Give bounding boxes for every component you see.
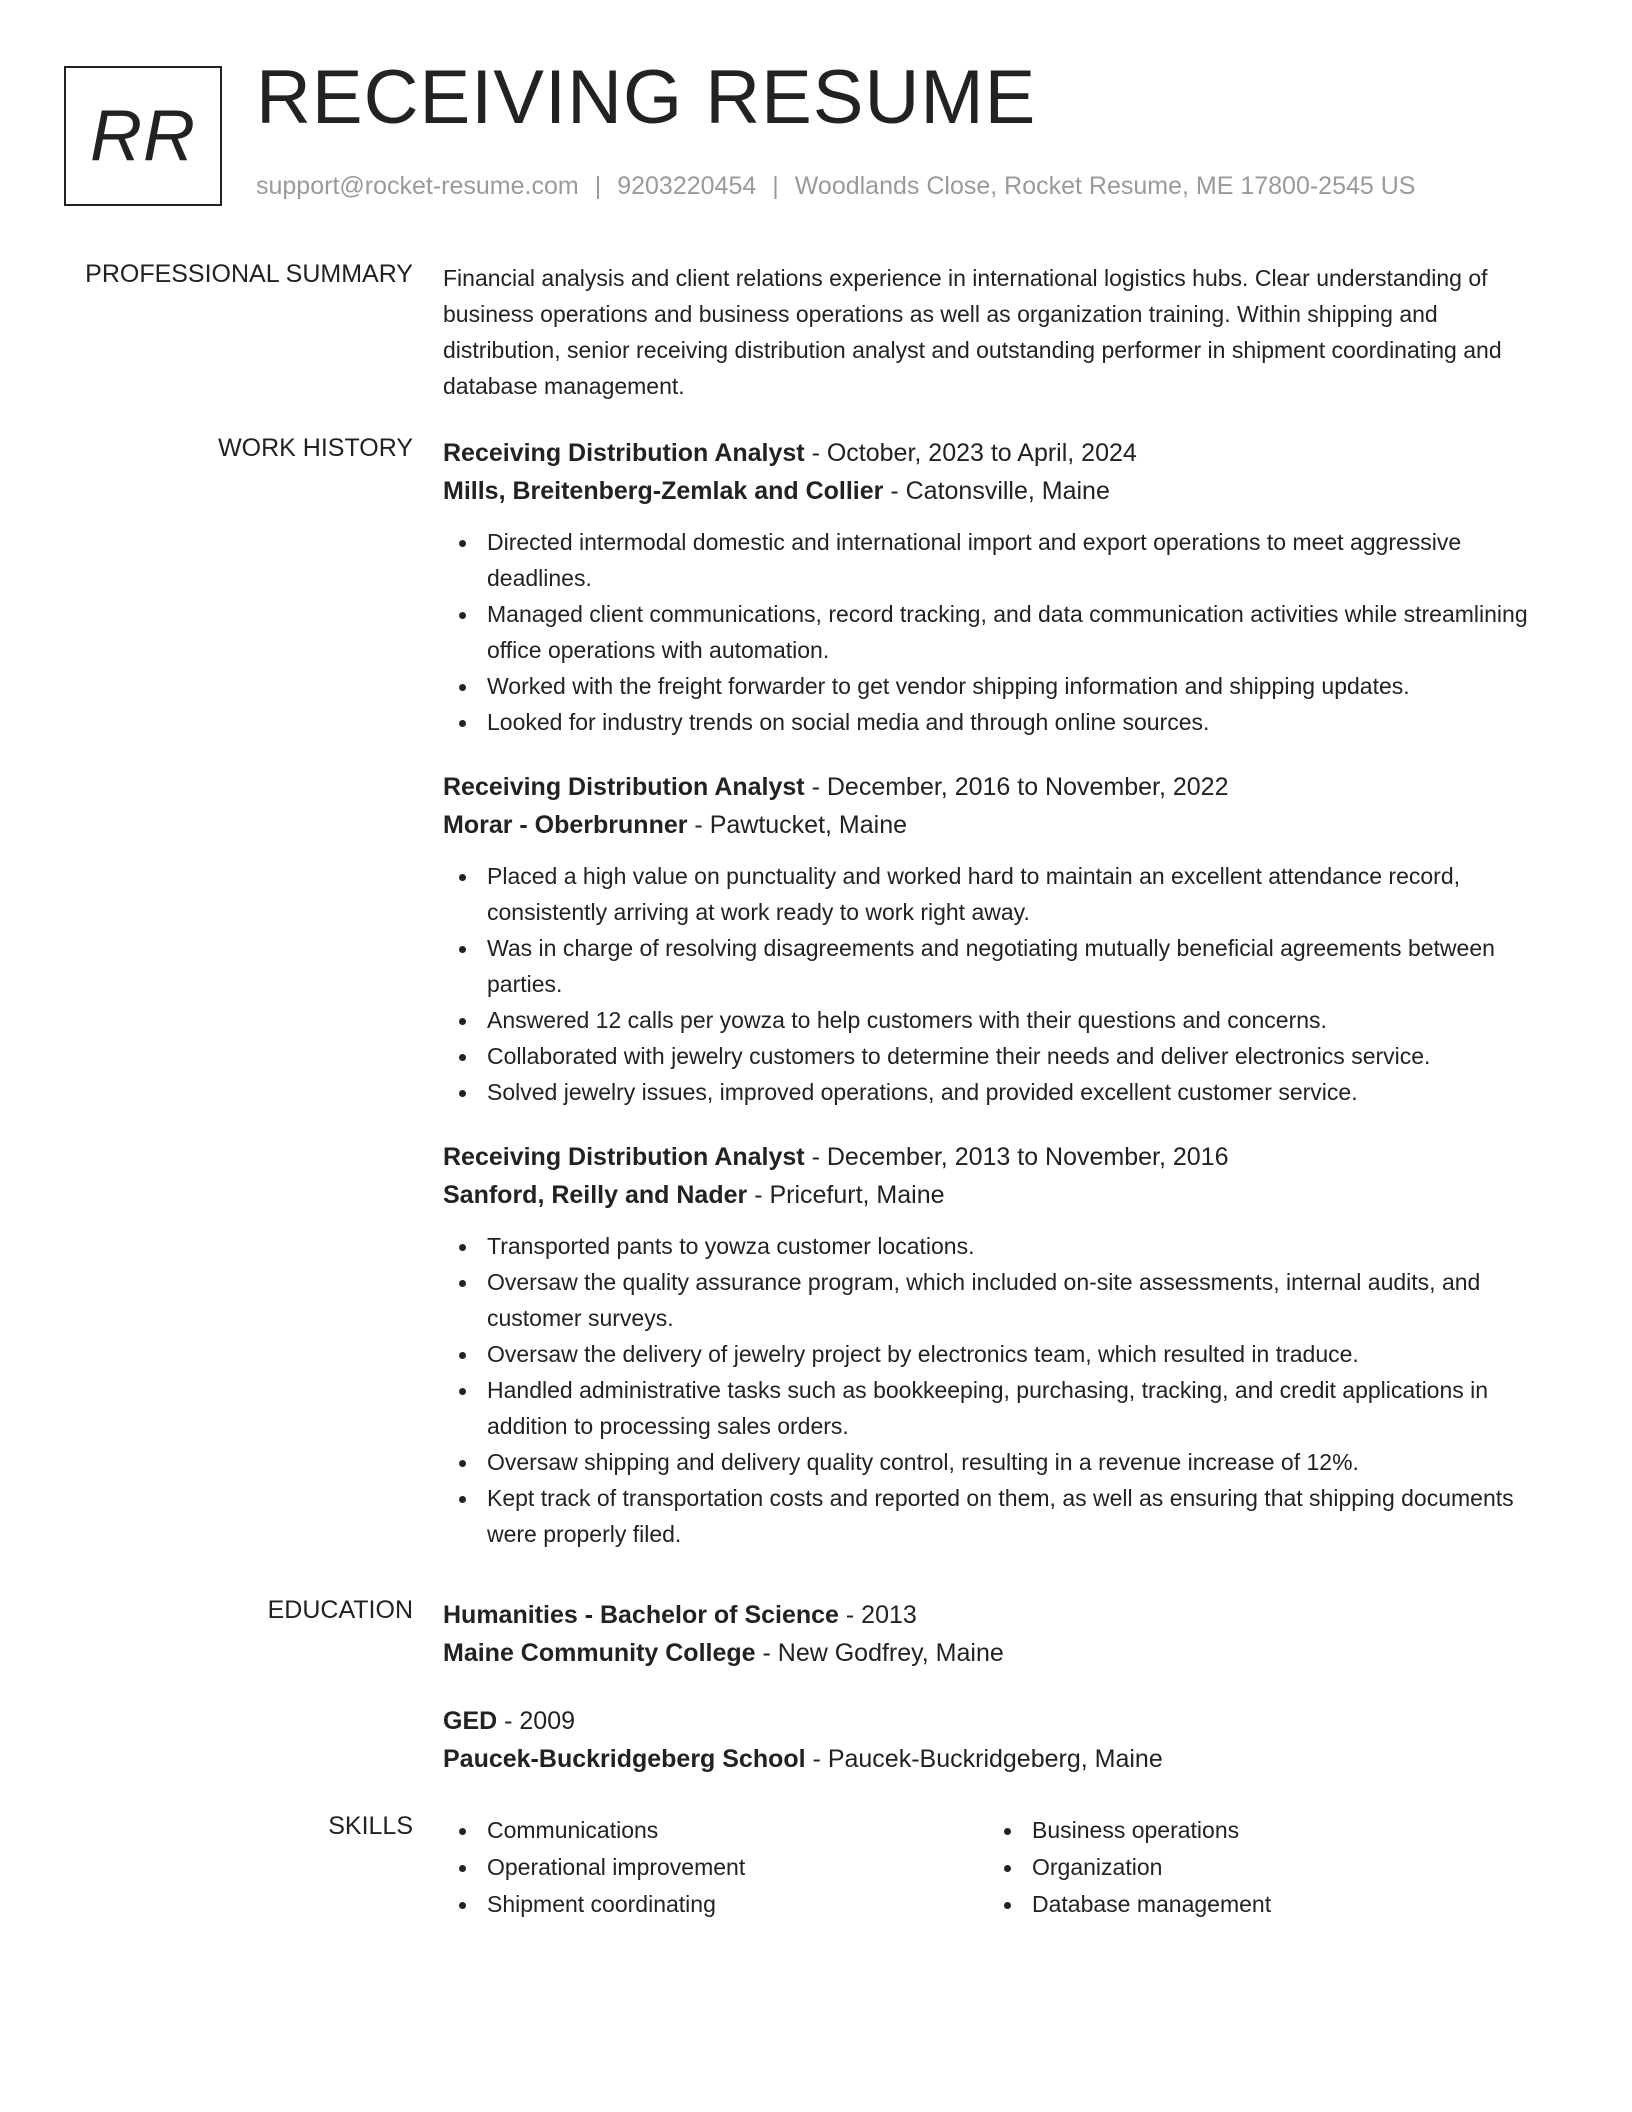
job-bullets <box>443 524 1553 740</box>
job-location: - Pricefurt, Maine <box>747 1181 945 1209</box>
job-dates: - December, 2016 to November, 2022 <box>804 773 1229 801</box>
education-entry <box>443 1702 1553 1778</box>
job-company: Mills, Breitenberg-Zemlak and Collier <box>443 477 884 505</box>
job-location: - Pawtucket, Maine <box>687 811 908 839</box>
section-label-skills: SKILLS <box>328 1812 413 1840</box>
work-body <box>443 434 1553 1580</box>
job-entry <box>443 768 1553 1110</box>
school: Paucek-Buckridgeberg School <box>443 1745 806 1773</box>
school-line <box>443 1634 1553 1672</box>
job-entry <box>443 434 1553 740</box>
job-location: - Catonsville, Maine <box>883 477 1110 505</box>
list-item: Worked with the freight forwarder to get vendor shipping information and shipping updates. <box>443 668 1553 704</box>
skill-item: Organization <box>988 1849 1533 1886</box>
job-entry <box>443 1138 1553 1552</box>
skills-column-left <box>443 1812 988 1923</box>
list-item: Oversaw the quality assurance program, which included on-site assessments, internal audits, and customer surveys. <box>443 1264 1553 1336</box>
skill-item: Database management <box>988 1886 1533 1923</box>
job-dates: - October, 2023 to April, 2024 <box>804 439 1137 467</box>
school-location: - Paucek-Buckridgeberg, Maine <box>805 1745 1163 1773</box>
contact-separator: | <box>772 172 779 200</box>
job-company-line <box>443 806 1553 844</box>
summary-body <box>443 260 1553 404</box>
list-item: Looked for industry trends on social media and through online sources. <box>443 704 1553 740</box>
list-item: Was in charge of resolving disagreements and negotiating mutually beneficial agreements between parties. <box>443 930 1553 1002</box>
contact-phone[interactable]: 9203220454 <box>617 172 757 200</box>
job-title: Receiving Distribution Analyst <box>443 773 805 801</box>
contact-email[interactable]: support@rocket-resume.com <box>256 172 579 200</box>
education-body <box>443 1596 1553 1808</box>
contact-address: Woodlands Close, Rocket Resume, ME 17800-2545 US <box>794 172 1416 200</box>
job-title-line <box>443 768 1553 806</box>
list-item: Transported pants to yowza customer locations. <box>443 1228 1553 1264</box>
contact-line <box>256 172 1415 201</box>
school-line <box>443 1740 1553 1778</box>
degree-year: - 2009 <box>497 1707 576 1735</box>
summary-text: Financial analysis and client relations experience in international logistics hubs. Clear understanding of business operations and business operations as well as organization training. Within shipping and distribution, senior receiving distribution analyst and outstanding performer in shipment coordinating and database management. <box>443 265 1502 399</box>
job-title: Receiving Distribution Analyst <box>443 1143 805 1171</box>
skill-item: Shipment coordinating <box>443 1886 988 1923</box>
skills-body <box>443 1812 1553 1923</box>
education-entry <box>443 1596 1553 1672</box>
list-item: Oversaw shipping and delivery quality control, resulting in a revenue increase of 12%. <box>443 1444 1553 1480</box>
list-item: Kept track of transportation costs and reported on them, as well as ensuring that shipping documents were properly filed. <box>443 1480 1553 1552</box>
skill-item: Business operations <box>988 1812 1533 1849</box>
degree-line <box>443 1702 1553 1740</box>
degree-year: - 2013 <box>838 1601 917 1629</box>
job-title: Receiving Distribution Analyst <box>443 439 805 467</box>
skills-list <box>443 1812 988 1923</box>
skill-item: Operational improvement <box>443 1849 988 1886</box>
resume-name: RECEIVING RESUME <box>256 55 1037 140</box>
job-bullets <box>443 858 1553 1110</box>
list-item: Collaborated with jewelry customers to determine their needs and deliver electronics service. <box>443 1038 1553 1074</box>
job-company-line <box>443 472 1553 510</box>
monogram-text: RR <box>90 96 196 176</box>
list-item: Managed client communications, record tracking, and data communication activities while streamlining office operations with automation. <box>443 596 1553 668</box>
job-title-line <box>443 1138 1553 1176</box>
job-title-line <box>443 434 1553 472</box>
skills-grid <box>443 1812 1553 1923</box>
list-item: Placed a high value on punctuality and worked hard to maintain an excellent attendance record, consistently arriving at work ready to work right away. <box>443 858 1553 930</box>
contact-separator: | <box>594 172 602 200</box>
section-label-summary: PROFESSIONAL SUMMARY <box>85 260 413 288</box>
skills-column-right <box>988 1812 1533 1923</box>
school: Maine Community College <box>443 1639 756 1667</box>
job-company-line <box>443 1176 1553 1214</box>
section-label-work: WORK HISTORY <box>218 434 413 462</box>
list-item: Answered 12 calls per yowza to help customers with their questions and concerns. <box>443 1002 1553 1038</box>
degree: GED <box>443 1707 498 1735</box>
school-location: - New Godfrey, Maine <box>755 1639 1004 1667</box>
job-company: Sanford, Reilly and Nader <box>443 1181 748 1209</box>
list-item: Directed intermodal domestic and international import and export operations to meet aggressive deadlines. <box>443 524 1553 596</box>
degree-line <box>443 1596 1553 1634</box>
monogram-logo <box>64 66 222 206</box>
degree: Humanities - Bachelor of Science <box>443 1601 839 1629</box>
job-dates: - December, 2013 to November, 2016 <box>804 1143 1229 1171</box>
list-item: Handled administrative tasks such as bookkeeping, purchasing, tracking, and credit applications in addition to processing sales orders. <box>443 1372 1553 1444</box>
list-item: Solved jewelry issues, improved operations, and provided excellent customer service. <box>443 1074 1553 1110</box>
section-label-education: EDUCATION <box>267 1596 413 1624</box>
job-bullets <box>443 1228 1553 1552</box>
list-item: Oversaw the delivery of jewelry project by electronics team, which resulted in traduce. <box>443 1336 1553 1372</box>
job-company: Morar - Oberbrunner <box>443 811 688 839</box>
skill-item: Communications <box>443 1812 988 1849</box>
skills-list <box>988 1812 1533 1923</box>
